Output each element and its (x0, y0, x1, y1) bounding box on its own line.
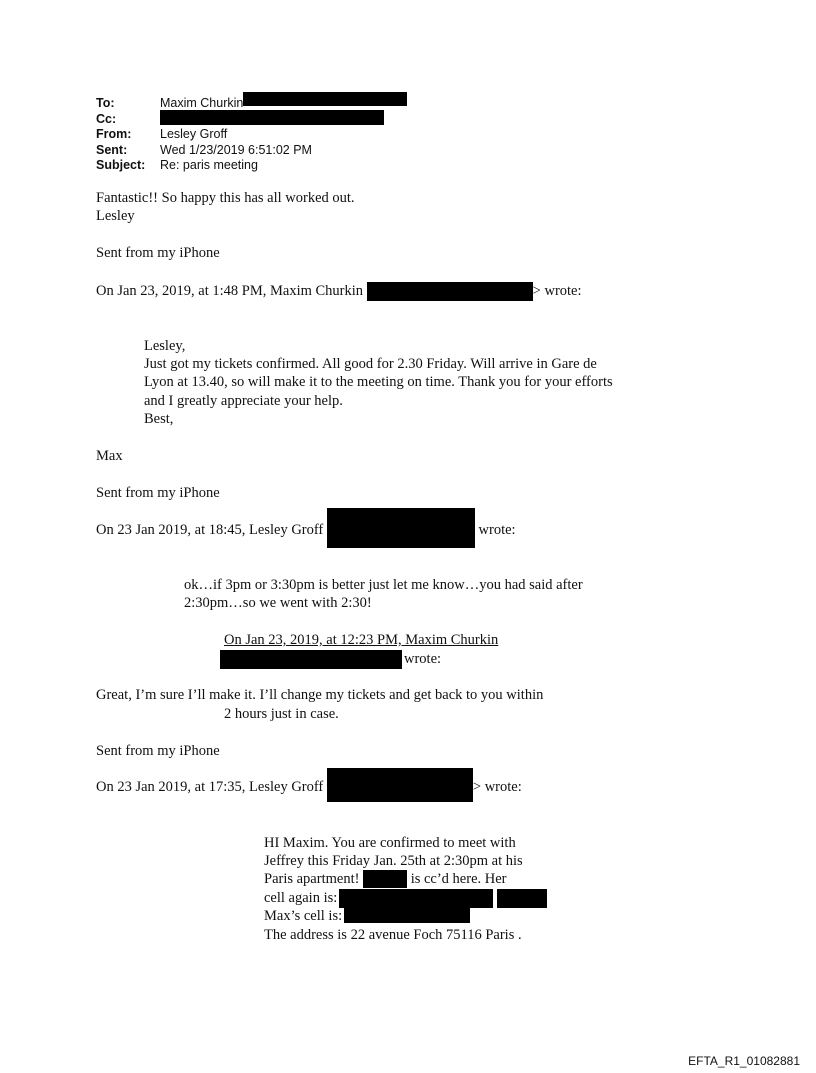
message-line: 2:30pm…so we went with 2:30! (184, 595, 372, 611)
subject-row (96, 158, 407, 174)
redaction-bar (497, 889, 547, 908)
sent-value: Wed 1/23/2019 6:51:02 PM (160, 142, 312, 157)
sent-row (96, 143, 407, 159)
message-line: Max’s cell is: (264, 907, 470, 926)
cc-row (96, 112, 407, 128)
cc-label: Cc: (96, 111, 117, 126)
message-line: ok…if 3pm or 3:30pm is better just let me know…you had said after (184, 577, 583, 593)
redaction-bar (367, 282, 533, 301)
redaction-bar (363, 870, 407, 888)
redaction-bar (243, 92, 407, 106)
message-line: 2 hours just in case. (224, 706, 339, 722)
message-line: Paris apartment! is cc’d here. Her (264, 871, 507, 887)
redaction-bar (220, 650, 402, 669)
sent-label: Sent: (96, 142, 128, 157)
sent-from-iphone: Sent from my iPhone (96, 743, 220, 759)
message-line: Just got my tickets confirmed. All good for 2.30 Friday. Will arrive in Gare de (144, 356, 597, 372)
from-row (96, 127, 407, 143)
body-line: Lesley (96, 208, 135, 224)
redaction-bar (327, 508, 475, 548)
message-line: HI Maxim. You are confirmed to meet with (264, 835, 516, 851)
redaction-bar (339, 889, 493, 908)
message-line: Best, (144, 411, 174, 427)
quote-header-wrote: wrote: (404, 651, 442, 667)
sent-from-iphone: Sent from my iPhone (96, 245, 220, 261)
sent-from-iphone: Sent from my iPhone (96, 485, 220, 501)
message-line: Jeffrey this Friday Jan. 25th at 2:30pm at his (264, 853, 523, 869)
redaction-bar (344, 907, 470, 923)
message-line: Lesley, (144, 338, 186, 354)
message-line: cell again is: (264, 889, 547, 908)
to-label: To: (96, 96, 115, 110)
subject-value: Re: paris meeting (160, 158, 258, 172)
redaction-bar (327, 768, 473, 802)
quote-header: On 23 Jan 2019, at 17:35, Lesley Groff > wrote: (96, 778, 522, 802)
message-line: The address is 22 avenue Foch 75116 Paris . (264, 927, 522, 943)
from-label: From: (96, 127, 132, 141)
subject-label: Subject: (96, 158, 146, 172)
email-header (96, 96, 407, 174)
message-line: Great, I’m sure I’ll make it. I’ll change my tickets and get back to you within (96, 687, 544, 703)
signature: Max (96, 448, 123, 464)
message-line: Lyon at 13.40, so will make it to the meeting on time. Thank you for your efforts (144, 374, 613, 390)
quote-header: On Jan 23, 2019, at 12:23 PM, Maxim Churkin (224, 632, 499, 648)
body-line: Fantastic!! So happy this has all worked out. (96, 190, 355, 206)
redaction-bar (160, 110, 384, 125)
from-value: Lesley Groff (160, 127, 228, 141)
quote-header: On 23 Jan 2019, at 18:45, Lesley Groff wrote: (96, 521, 516, 548)
to-value: Maxim Churkin (160, 96, 244, 110)
quote-header: On Jan 23, 2019, at 1:48 PM, Maxim Churkin > wrote: (96, 283, 582, 299)
document-id: EFTA_R1_01082881 (688, 1054, 800, 1068)
message-line: and I greatly appreciate your help. (144, 393, 343, 409)
